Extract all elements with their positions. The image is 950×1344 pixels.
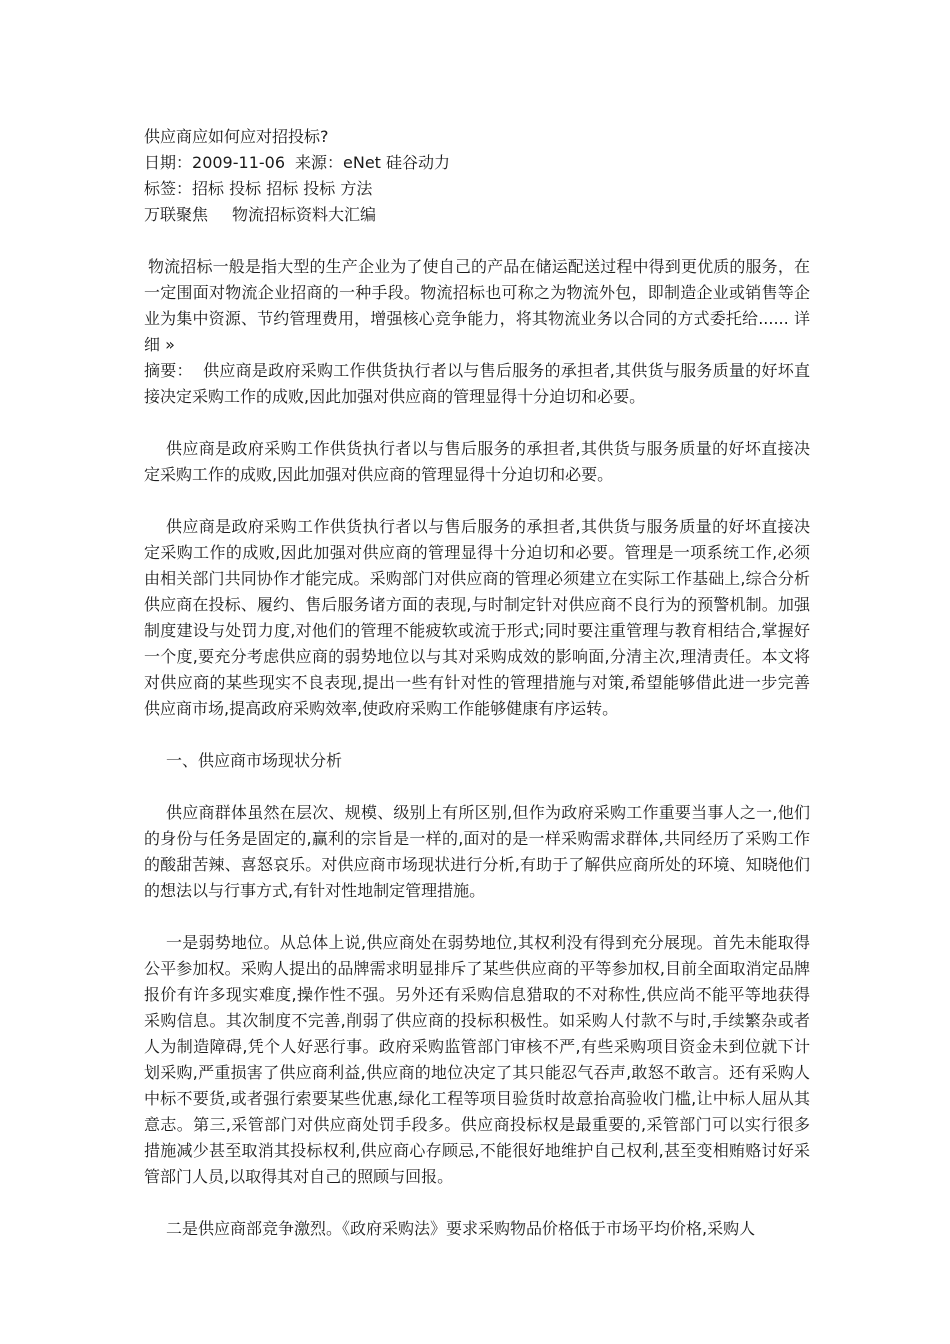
body-paragraph-3: 供应商群体虽然在层次、规模、级别上有所区别,但作为政府采购工作重要当事人之一,他们的身份与任务是固定的,赢利的宗旨是一样的,面对的是一样采购需求群体,共同经历了采购工作的酸甜苦辣、喜怒哀乐。对供应商市场现状进行分析,有助于了解供应商所处的环境、知晓他们的想法以与行事方式,有针对性地制定管理措施。: [144, 803, 810, 900]
section-heading-1: 一、供应商市场现状分析: [166, 751, 343, 770]
abstract-paragraph: [144, 358, 810, 410]
tags-label: 标签：: [144, 179, 193, 198]
date-label: 日期：: [144, 153, 193, 172]
column-link-b[interactable]: 物流招标资料大汇编: [232, 205, 377, 224]
abstract-text: 供应商是政府采购工作供货执行者以与售后服务的承担者,其供货与服务质量的好坏直接决定采购工作的成败,因此加强对供应商的管理显得十分迫切和必要。: [144, 361, 810, 406]
tags-list: 招标 投标 招标 投标 方法: [192, 179, 373, 198]
document-page: [144, 124, 810, 1242]
date-source-line: [144, 150, 810, 176]
more-link[interactable]: 详细 »: [144, 309, 810, 354]
column-line: [144, 202, 810, 228]
abstract-label: 摘要：: [144, 361, 193, 380]
body-paragraph-1: 供应商是政府采购工作供货执行者以与售后服务的承担者,其供货与服务质量的好坏直接决定采购工作的成败,因此加强对供应商的管理显得十分迫切和必要。: [144, 439, 810, 484]
body-paragraph-5: 二是供应商部竞争激烈。《政府采购法》要求采购物品价格低于市场平均价格,采购人: [166, 1219, 756, 1238]
source-name: eNet 硅谷动力: [343, 153, 451, 172]
intro-text: 物流招标一般是指大型的生产企业为了使自己的产品在储运配送过程中得到更优质的服务，在一定围面对物流企业招商的一种手段。物流招标也可称之为物流外包，即制造企业或销售等企业为集中资源、节约管理费用，增强核心竞争能力，将其物流业务以合同的方式委托给......: [144, 257, 810, 328]
source-label: 来源：: [295, 153, 344, 172]
document-title: 供应商应如何应对招投标?: [144, 127, 329, 146]
intro-paragraph: [144, 254, 810, 358]
body-paragraph-2: 供应商是政府采购工作供货执行者以与售后服务的承担者,其供货与服务质量的好坏直接决定采购工作的成败,因此加强对供应商的管理显得十分迫切和必要。管理是一项系统工作,必须由相关部门共同协作才能完成。采购部门对供应商的管理必须建立在实际工作基础上,综合分析供应商在投标、履约、售后服务诸方面的表现,与时制定针对供应商不良行为的预警机制。加强制度建设与处罚力度,对他们的管理不能疲软或流于形式;同时要注重管理与教育相结合,掌握好一个度,要充分考虑供应商的弱势地位以与其对采购成效的影响面,分清主次,理清责任。本文将对供应商的某些现实不良表现,提出一些有针对性的管理措施与对策,希望能够借此进一步完善供应商市场,提高政府采购效率,使政府采购工作能够健康有序运转。: [144, 517, 810, 718]
tags-line: [144, 176, 810, 202]
body-paragraph-4: 一是弱势地位。从总体上说,供应商处在弱势地位,其权利没有得到充分展现。首先未能取得公平参加权。采购人提出的品牌需求明显排斥了某些供应商的平等参加权,目前全面取消定品牌报价有许多现实难度,操作性不强。另外还有采购信息猎取的不对称性,供应尚不能平等地获得采购信息。其次制度不完善,削弱了供应商的投标积极性。如采购人付款不与时,手续繁杂或者人为制造障碍,凭个人好恶行事。政府采购监管部门审核不严,有些采购项目资金未到位就下计划采购,严重损害了供应商利益,供应商的地位决定了其只能忍气吞声,敢怒不敢言。还有采购人中标不要货,或者强行索要某些优惠,绿化工程等项目验货时故意抬高验收门槛,让中标人屈从其意志。第三,采管部门对供应商处罚手段多。供应商投标权是最重要的,采管部门可以实行很多措施减少甚至取消其投标权利,供应商心存顾忌,不能很好地维护自己权利,甚至变相贿赂讨好采管部门人员,以取得其对自己的照顾与回报。: [144, 933, 810, 1186]
publish-date: 2009-11-06: [192, 153, 285, 172]
column-link-a[interactable]: 万联聚焦: [144, 205, 209, 224]
